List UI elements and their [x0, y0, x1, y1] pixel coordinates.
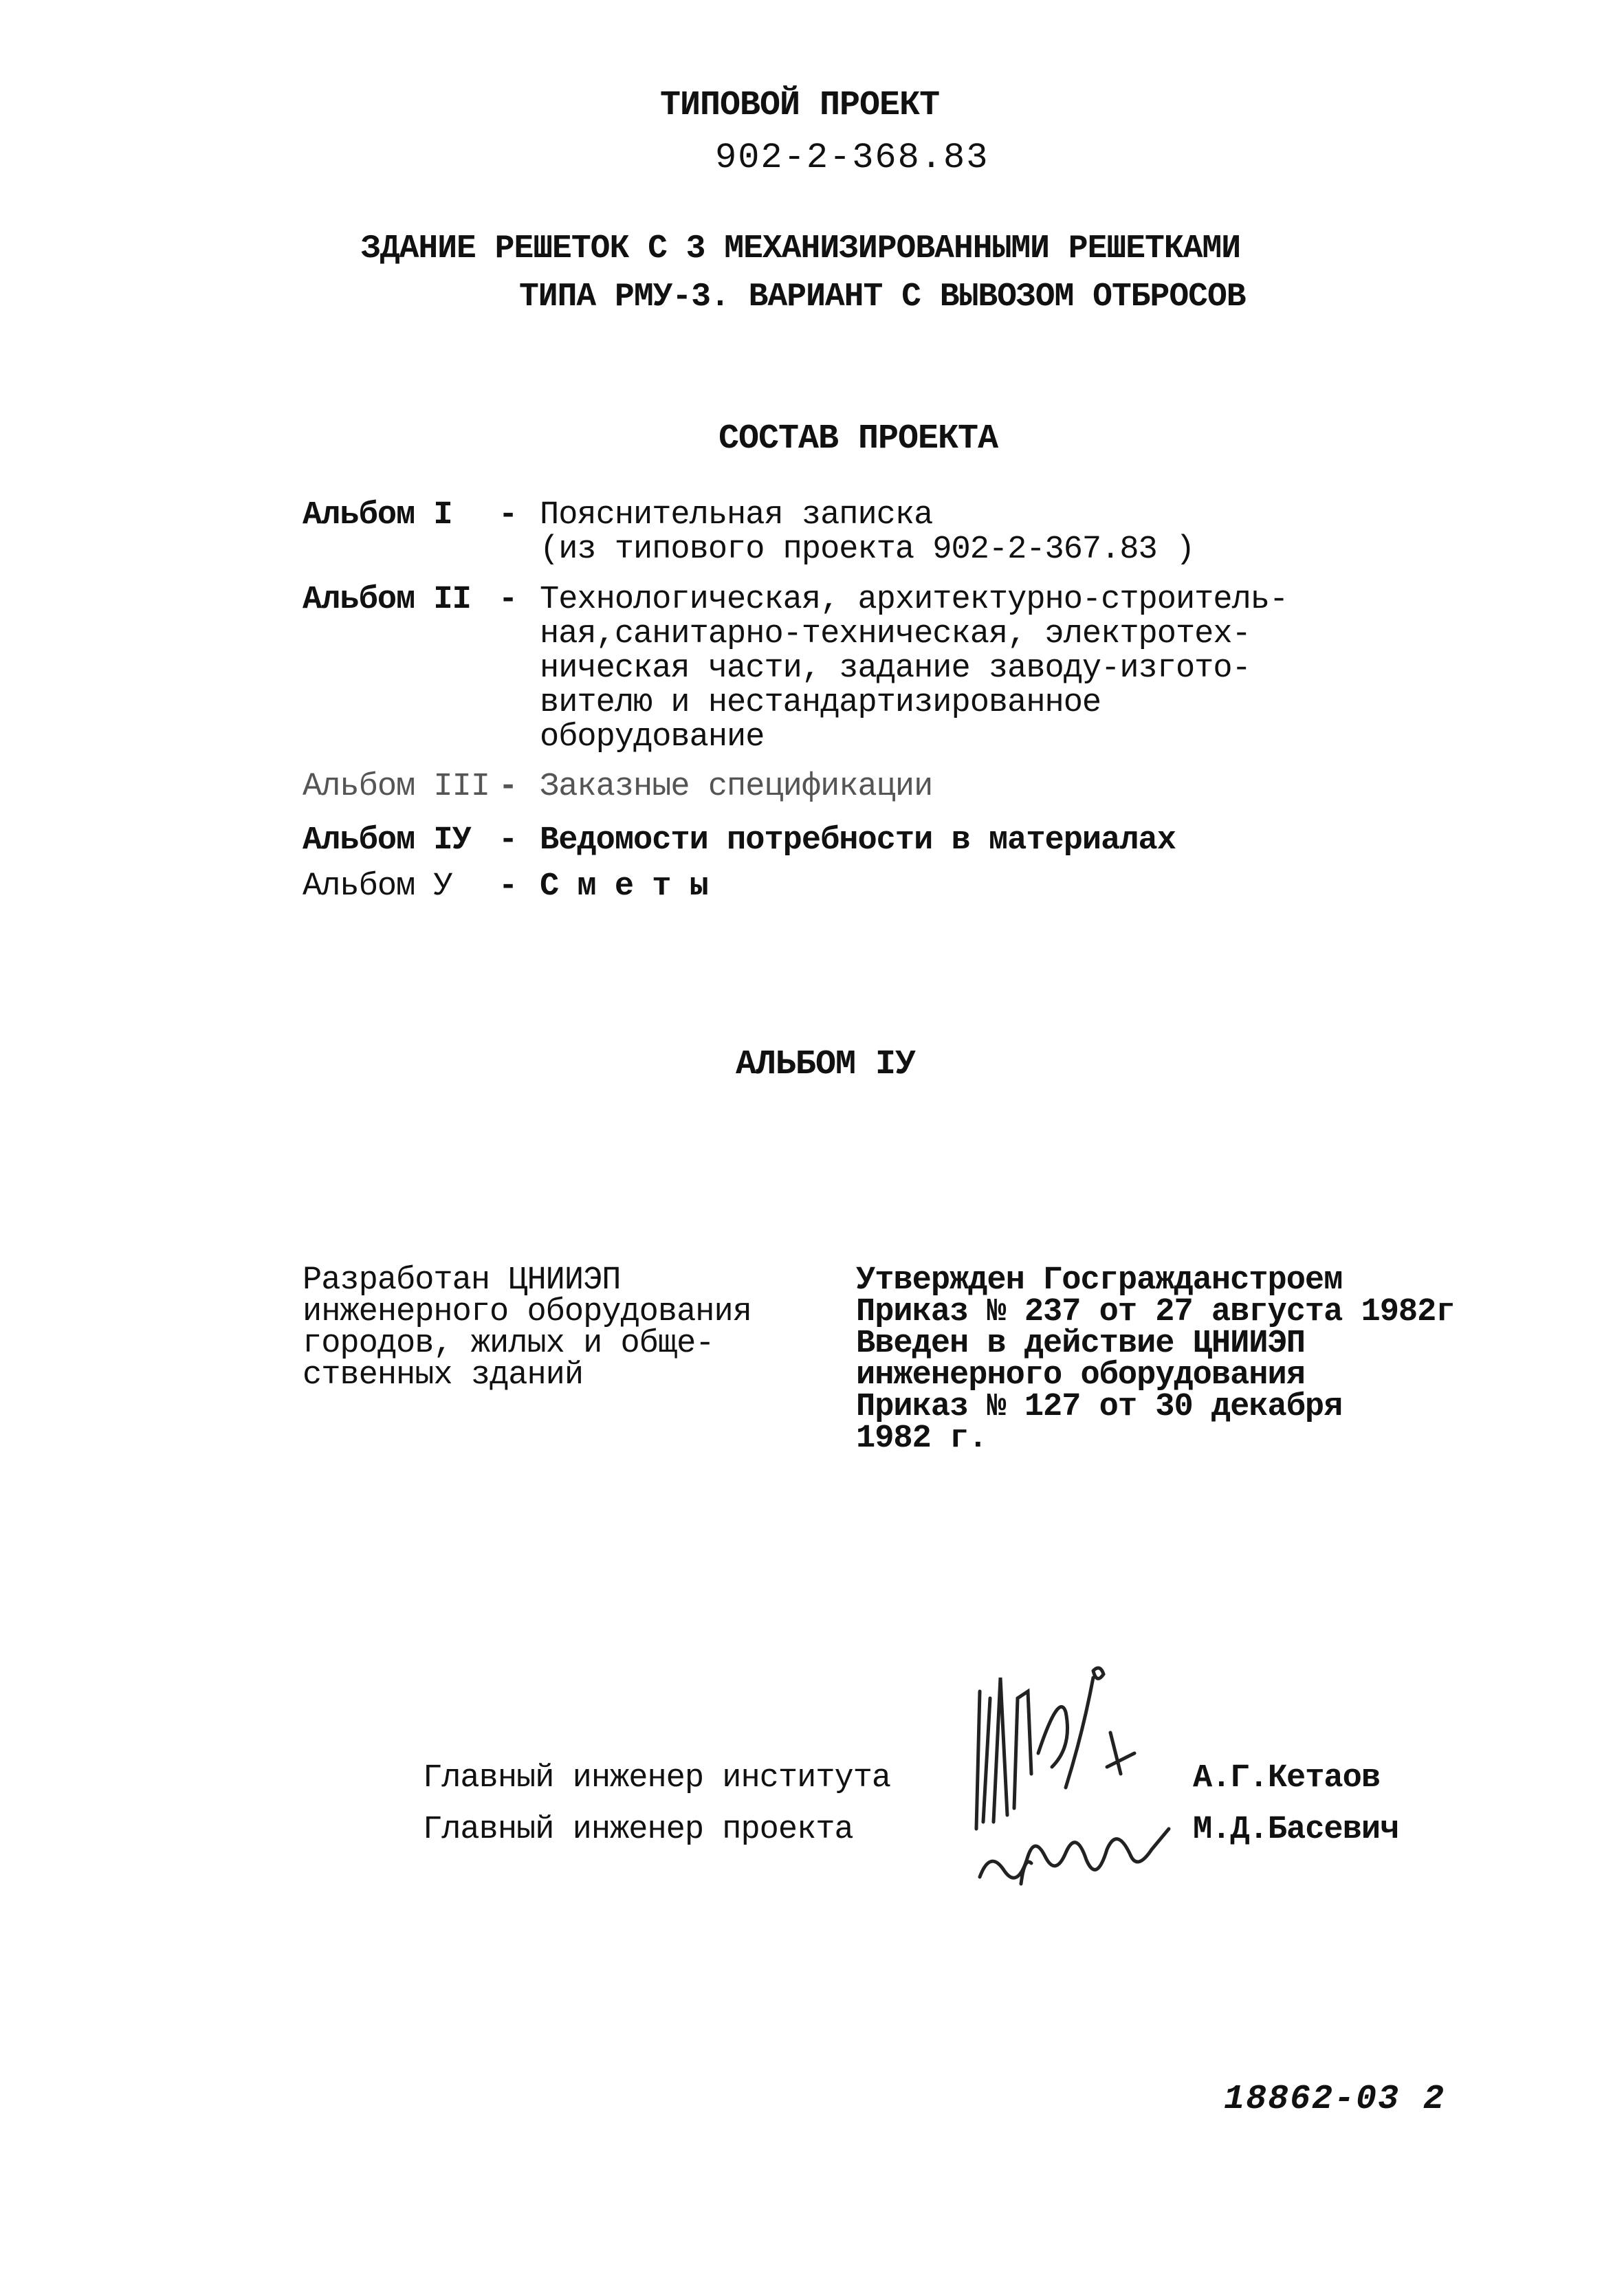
page-number: 2	[1423, 2080, 1446, 2119]
album-dash: -	[498, 497, 518, 534]
album-description: Технологическая, архитектурно-строитель- ная,санитарно-техническая, электротех- ническая части, задание заводу-изгото- вителю и нестандартизированное оборудование	[540, 582, 1288, 756]
album-description: С м е т ы	[540, 868, 708, 905]
signature-role-1: Главный инженер института	[423, 1760, 891, 1797]
album-name: Альбом III	[303, 769, 490, 805]
album-name: Альбом II	[303, 582, 471, 618]
signature-role-2: Главный инженер проекта	[423, 1812, 853, 1848]
title-line-2: ТИПА РМУ-3. ВАРИАНТ С ВЫВОЗОМ ОТБРОСОВ	[519, 278, 1246, 316]
document-number: 18862-03	[1224, 2080, 1401, 2119]
album-row-5	[303, 870, 1375, 908]
album-description: Ведомости потребности в материалах	[540, 822, 1176, 859]
album-row-4	[303, 824, 1375, 861]
signer-name-1: А.Г.Кетаов	[1193, 1760, 1381, 1797]
project-code: 902-2-368.83	[715, 138, 989, 178]
current-album-heading: АЛЬБОМ IУ	[736, 1045, 916, 1084]
album-row-2	[303, 583, 1375, 755]
title-line-1: ЗДАНИЕ РЕШЕТОК С 3 МЕХАНИЗИРОВАННЫМИ РЕШЕТКАМИ	[361, 230, 1241, 267]
handwritten-signatures	[963, 1650, 1196, 1898]
project-type-label: ТИПОВОЙ ПРОЕКТ	[660, 86, 940, 125]
signer-name-2: М.Д.Басевич	[1193, 1812, 1399, 1848]
album-name: Альбом I	[303, 497, 452, 534]
album-dash: -	[498, 769, 518, 805]
album-description: Пояснительная записка (из типового проекта 902-2-367.83 )	[540, 497, 1195, 568]
album-name: Альбом IУ	[303, 822, 471, 859]
album-description: Заказные спецификации	[540, 769, 933, 805]
album-row-3	[303, 770, 1375, 808]
album-row-1	[303, 498, 1375, 574]
album-dash: -	[498, 868, 518, 905]
album-name: Альбом У	[303, 868, 452, 905]
album-dash: -	[498, 582, 518, 618]
approval-block: Утвержден Госгражданстроем Приказ № 237 от 27 августа 1982г Введен в действие ЦНИИЭП инженерного оборудования Приказ № 127 от 30 декабря 1982 г.	[856, 1262, 1455, 1457]
developed-by-block: Разработан ЦНИИЭП инженерного оборудования городов, жилых и обще- ственных зданий	[303, 1262, 751, 1394]
album-dash: -	[498, 822, 518, 859]
composition-heading: СОСТАВ ПРОЕКТА	[718, 419, 998, 459]
